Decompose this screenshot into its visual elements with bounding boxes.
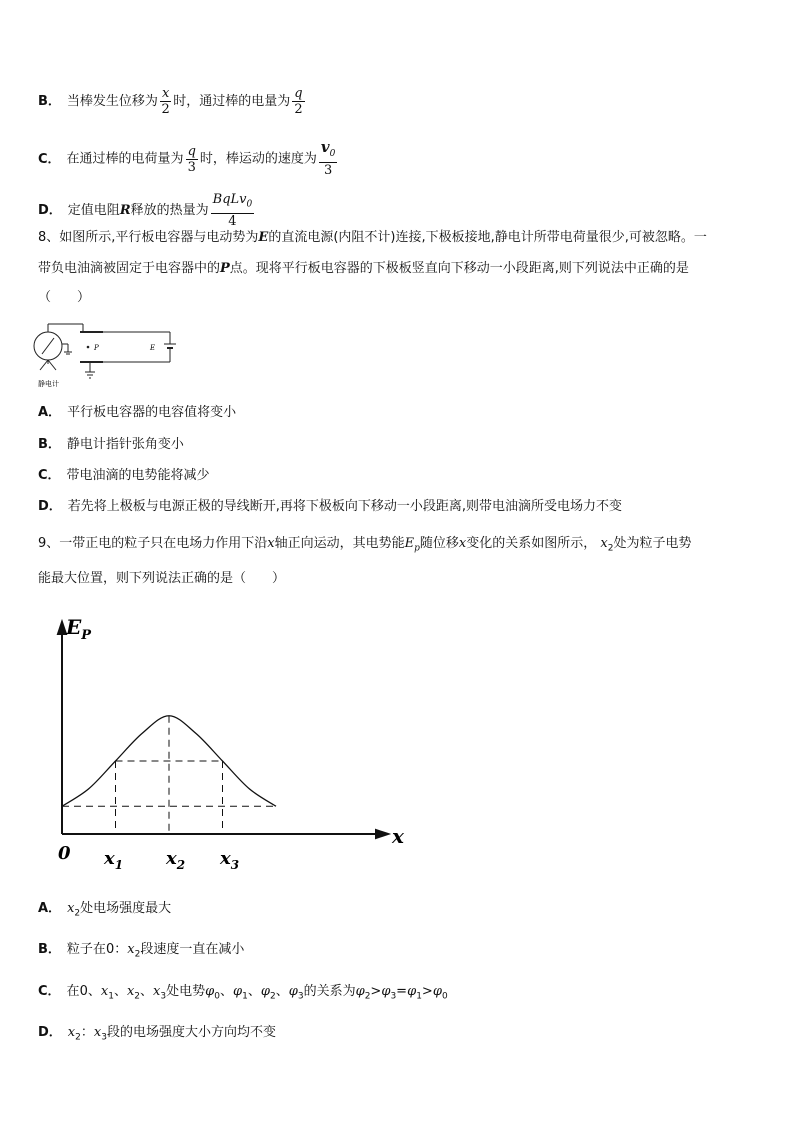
fraction-q-over-3: $\frac{q}{3}$ [187,143,196,175]
option-text: 当棒发生位移为 [66,94,158,109]
tick-label-x2: $x_2$ [166,848,186,872]
fraction-x-over-2: $\frac{x}{2}$ [161,86,170,117]
tick-label-x1: $x_1$ [104,848,124,872]
q8-stem-line1: 8、如图所示,平行板电容器与电动势为E的直流电源(内阻不计)连接,下极板接地,静电计所带电荷量很少,可被忽略。一 [38,230,707,245]
q9-option-c[interactable]: C． 在0、$x_1$、$x_2$、$x_3$处电势$\varphi_0$、$\varphi_1$、$\varphi_2$、$\varphi_3$的关系为$\varphi_2>\varphi_3=\varphi_1>\varphi_0$ [38,984,448,1002]
q8-stem-line2: 带负电油滴被固定于电容器中的P点。现将平行板电容器的下极板竖直向下移动一小段距离,则下列说法中正确的是 [38,261,689,276]
q8-option-a[interactable]: A． 平行板电容器的电容值将变小 [38,405,237,420]
q7-option-b[interactable] [38,86,307,117]
option-text: 时，通过棒的电量为 [173,94,291,109]
option-text: 定值电阻 [67,202,120,218]
q8-answer-bracket: （ ） [38,290,91,305]
electrometer-label: 静电计 [38,380,59,388]
option-text: 在通过棒的电荷量为 [66,151,184,167]
option-label: B． [38,94,61,109]
origin-label: 0 [58,843,71,864]
option-label: D． [38,202,62,218]
fraction-v0-over-3: $\frac{v_0}{3}$ [320,138,336,178]
x-axis-arrow [376,830,388,838]
option-text: 释放的热量为 [130,202,209,218]
fraction-bqlv0-over-4: $\frac{BqLv_0}{4}$ [212,192,253,229]
potential-energy-chart [40,600,420,880]
q8-option-c[interactable]: C． 带电油滴的电势能将减少 [38,468,210,483]
fraction-q-over-2: $\frac{q}{2}$ [294,86,303,117]
x-axis-label: x [392,824,404,848]
q7-option-c[interactable] [38,140,339,178]
q9-option-a[interactable]: A． $x_2$处电场强度最大 [38,901,172,919]
p-point-label: P [94,344,99,352]
q9-stem-line1: 9、一带正电的粒子只在电场力作用下沿x轴正向运动，其电势能$E_p$随位移x变化的关系如图所示， $x_2$处为粒子电势 [38,536,692,554]
q9-option-b[interactable]: B． 粒子在0：$x_2$段速度一直在减小 [38,942,245,960]
capacitor-circuit-diagram [28,318,188,390]
q9-option-d[interactable]: D． $x_2$：$x_3$段的电场强度大小方向均不变 [38,1025,276,1043]
option-label: C． [38,151,61,167]
q8-option-b[interactable]: B． 静电计指针张角变小 [38,437,184,452]
option-text: 时，棒运动的速度为 [199,151,317,167]
q8-option-d[interactable]: D． 若先将上极板与电源正极的导线断开,再将下极板向下移动一小段距离,则带电油滴所受电场力不变 [38,499,623,514]
y-axis-label: $E_P$ [66,615,92,643]
resistor-symbol: R [119,202,131,218]
tick-label-x3: $x_3$ [220,848,240,872]
e-source-label: E [150,344,156,352]
y-axis-arrow [58,622,66,634]
q9-stem-line2: 能最大位置，则下列说法正确的是（ ） [38,571,286,586]
q7-option-d[interactable] [38,192,256,229]
